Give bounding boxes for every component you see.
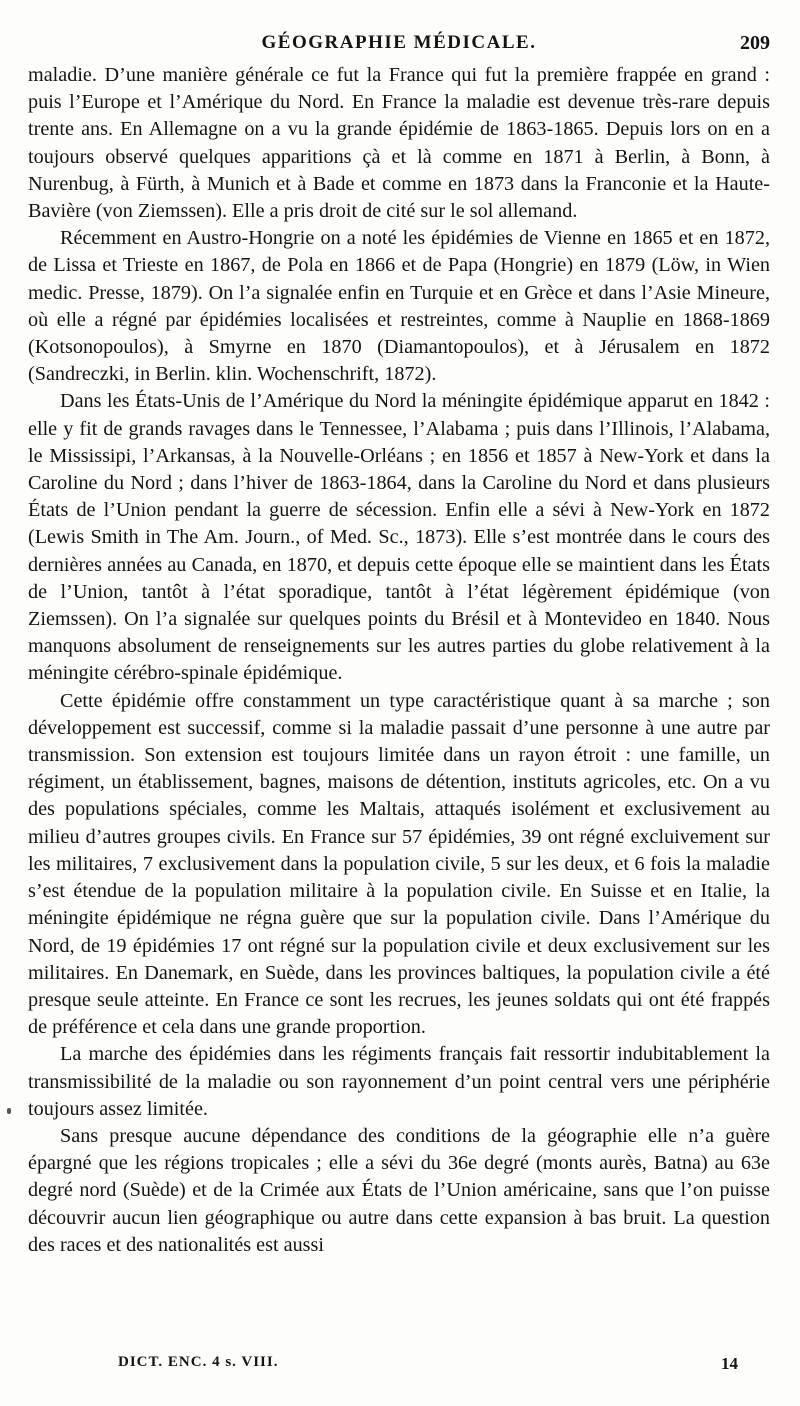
sheet-number: 14 — [721, 1354, 738, 1373]
page-number: 209 — [740, 32, 770, 54]
paragraph-2: Récemment en Austro-Hongrie on a noté les épidémies de Vienne en 1865 et en 1872, de Lissa et Trieste en 1867, de Pola en 1866 et de Papa (Hongrie) en 1879 (Löw, in Wien medic. Presse, 1879). On l’a signalée enfin en Turquie et en Grèce et dans l’Asie Mineure, où elle a régné par épidémies localisées et restreintes, comme à Nauplie en 1868-1869 (Kotsonopoulos), à Smyrne en 1870 (Diamantopoulos), et à Jérusalem en 1872 (Sandreczki, in Berlin. klin. Wochenschrift, 1872). — [28, 227, 770, 386]
margin-ink-speck — [7, 1108, 11, 1114]
body-text — [28, 62, 770, 1259]
running-title: GÉOGRAPHIE MÉDICALE. — [261, 32, 537, 53]
running-head — [28, 32, 770, 58]
paragraph-1: maladie. D’une manière générale ce fut la France qui fut la première frappée en grand : puis l’Europe et l’Amérique du Nord. En France la maladie est devenue très-rare depuis trente ans. En Allemagne on a vu la grande épidémie de 1863-1865. Depuis lors on en a toujours observé quelques apparitions çà et là comme en 1871 à Berlin, à Bonn, à Nurenbug, à Fürth, à Munich et à Bade et comme en 1873 dans la Franconie et la Haute-Bavière (von Ziemssen). Elle a pris droit de cité sur le sol allemand. — [28, 64, 770, 223]
paragraph-3: Dans les États-Unis de l’Amérique du Nord la méningite épidémique apparut en 1842 : elle y fit de grands ravages dans le Tennessee, l’Alabama ; puis dans l’Illinois, l’Alabama, le Mississipi, l’Arkansas, à la Nouvelle-Orléans ; en 1856 et 1857 à New-York et dans la Caroline du Nord ; dans l’hiver de 1863-1864, dans la Caroline du Nord et dans plusieurs États de l’Union pendant la guerre de sécession. Enfin elle a sévi à New-York en 1872 (Lewis Smith in The Am. Journ., of Med. Sc., 1873). Elle s’est montrée dans le cours des dernières années au Canada, en 1870, et depuis cette époque elle se maintient dans les États de l’Union, tantôt à l’état sporadique, tantôt à l’état légèrement épidémique (von Ziemssen). On l’a signalée sur quelques points du Brésil et à Montevideo en 1840. Nous manquons absolument de renseignements sur les autres parties du globe relativement à la méningite cérébro-spinale épidémique. — [28, 390, 770, 685]
signature-line — [118, 1354, 738, 1378]
paragraph-4: Cette épidémie offre constamment un type caractéristique quant à sa marche ; son développement est successif, comme si la maladie passait d’une personne à une autre par transmission. Son extension est toujours limitée dans un rayon étroit : une famille, un régiment, un établissement, bagnes, maisons de détention, instituts agricoles, etc. On a vu des populations spéciales, comme les Maltais, attaqués isolément et exclusivement au milieu d’autres groupes civils. En France sur 57 épidémies, 39 ont régné excluivement sur les militaires, 7 exclusivement dans la population civile, 5 sur les deux, et 6 fois la maladie s’est étendue de la population militaire à la population civile. En Suisse et en Italie, la méningite épidémique ne régna guère que sur la population civile. Dans l’Amérique du Nord, de 19 épidémies 17 ont régné sur la population civile et deux exclusivement sur les militaires. En Danemark, en Suède, dans les provinces baltiques, la population civile a été presque seule atteinte. En France ce sont les recrues, les jeunes soldats qui ont été frappés de préférence et cela dans une grande proportion. — [28, 689, 770, 1039]
paragraph-5: La marche des épidémies dans les régiments français fait ressortir indubitablement la transmissibilité de la maladie ou son rayonnement d’un point central vers une périphérie toujours assez limitée. — [28, 1043, 770, 1120]
paragraph-6: Sans presque aucune dépendance des conditions de la géographie elle n’a guère épargné que les régions tropicales ; elle a sévi du 36e degré (monts aurès, Batna) au 63e degré nord (Suède) et de la Crimée aux États de l’Union américaine, sans que l’on puisse découvrir aucun lien géographique ou autre dans cette expansion à bas bruit. La question des races et des nationalités est aussi — [28, 1124, 770, 1256]
signature-mark: DICT. ENC. 4 s. VIII. — [118, 1354, 279, 1370]
